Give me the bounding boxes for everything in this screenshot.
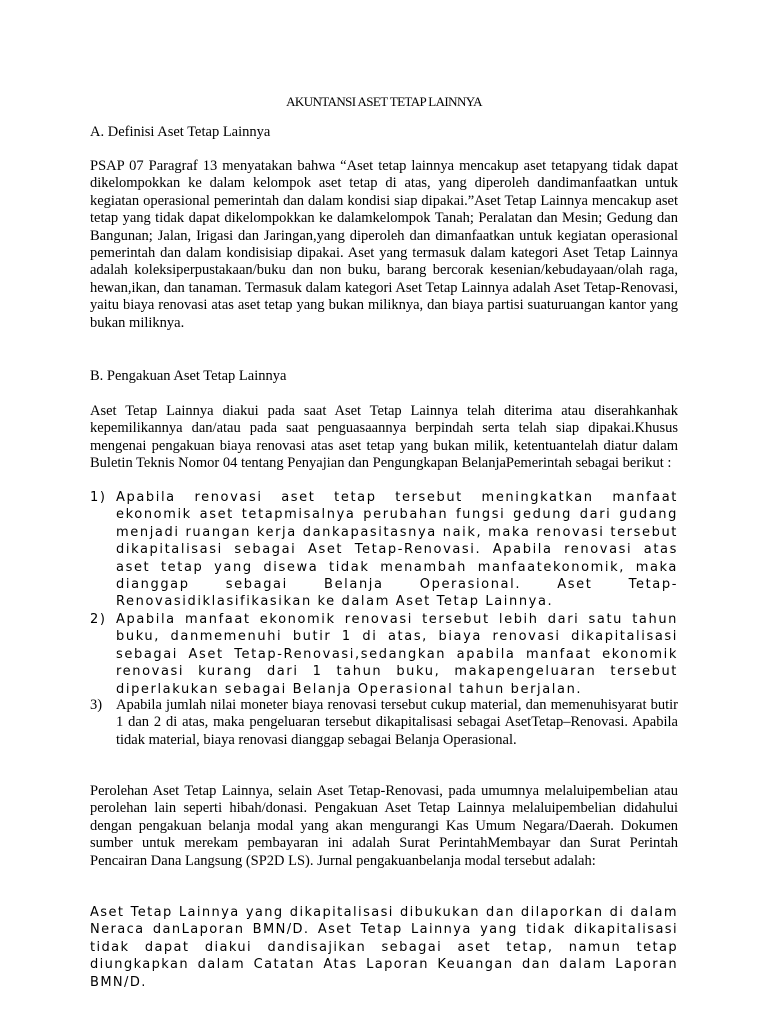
list-item (90, 697, 678, 749)
list-item-number: 2) (90, 612, 107, 627)
list-item-number: 1) (90, 490, 107, 505)
section-b-heading: B. Pengakuan Aset Tetap Lainnya (90, 368, 287, 384)
list-item-text: Apabila renovasi aset tetap tersebut meningkatkan manfaat ekonomik aset tetapmisalnya perubahan fungsi gedung dari gudang menjadi ruangan kerja dankapasitasnya naik, maka renovasi tersebut dikapitalisasi sebagai Aset Tetap-Renovasi. Apabila renovasi atas aset tetap yang disewa tidak menambah manfaatekonomik, maka dianggap sebagai Belanja Operasional. Aset Tetap-Renovasidiklasifikasikan ke dalam Aset Tetap Lainnya. (116, 490, 678, 610)
list-item-number: 3) (90, 697, 103, 713)
document-title: AKUNTANSI ASET TETAP LAINNYA (286, 94, 482, 109)
list-item-text: Apabila jumlah nilai moneter biaya renovasi tersebut cukup material, dan memenuhisyarat butir 1 dan 2 di atas, maka pengeluaran tersebut dikapitalisasi sebagai AsetTetap–Renovasi. Apabila tidak material, biaya renovasi dianggap sebagai Belanja Operasional. (116, 697, 678, 748)
section-b-paragraph: Aset Tetap Lainnya diakui pada saat Aset Tetap Lainnya telah diterima atau diserahkanhak kepemilikannya dan/atau pada saat penguasaannya berpindah serta telah siap dipakai.Khusus mengenai pengakuan biaya renovasi atas aset tetap yang bukan milik, ketentuantelah diatur dalam Buletin Teknis Nomor 04 tentang Penyajian dan Pengungkapan BelanjaPemerintah sebagai berikut : (90, 403, 678, 472)
list-item (90, 611, 678, 698)
list-item-text: Apabila manfaat ekonomik renovasi tersebut lebih dari satu tahun buku, danmemenuhi butir 1 di atas, biaya renovasi dikapitalisasi sebagai Aset Tetap-Renovasi,sedangkan apabila manfaat ekonomik renovasi kurang dari 1 tahun buku, makapengeluaran tersebut diperlakukan sebagai Belanja Operasional tahun berjalan. (116, 612, 678, 697)
section-a-heading: A. Definisi Aset Tetap Lainnya (90, 124, 271, 140)
section-b-paragraph-2: Perolehan Aset Tetap Lainnya, selain Aset Tetap-Renovasi, pada umumnya melaluipembelian atau perolehan lain seperti hibah/donasi. Pengakuan Aset Tetap Lainnya melaluipembelian didahului dengan pengakuan belanja modal yang akan mengurangi Kas Umum Negara/Daerah. Dokumen sumber untuk merekam pembayaran ini adalah Surat PerintahMembayar dan Surat Perintah Pencairan Dana Langsung (SP2D LS). Jurnal pengakuanbelanja modal tersebut adalah: (90, 783, 678, 869)
section-a-paragraph: PSAP 07 Paragraf 13 menyatakan bahwa “Aset tetap lainnya mencakup aset tetapyang tidak dapat dikelompokkan ke dalam kelompok aset tetap di atas, yang diperoleh dandimanfaatkan untuk kegiatan operasional pemerintah dan dalam kondisi siap dipakai.”Aset Tetap Lainnya mencakup aset tetap yang tidak dapat dikelompokkan ke dalamkelompok Tanah; Peralatan dan Mesin; Gedung dan Bangunan; Jalan, Irigasi dan Jaringan,yang diperoleh dan dimanfaatkan untuk kegiatan operasional pemerintah dan dalam kondisisiap dipakai. Aset yang termasuk dalam kategori Aset Tetap Lainnya adalah koleksiperpustakaan/buku dan non buku, barang bercorak kesenian/kebudayaan/olah raga, hewan,ikan, dan tanaman. Termasuk dalam kategori Aset Tetap Lainnya adalah Aset Tetap-Renovasi, yaitu biaya renovasi atas aset tetap yang bukan miliknya, dan biaya partisi suaturuangan kantor yang bukan miliknya. (90, 158, 678, 331)
section-b-paragraph-3: Aset Tetap Lainnya yang dikapitalisasi dibukukan dan dilaporkan di dalam Neraca danLaporan BMN/D. Aset Tetap Lainnya yang tidak dikapitalisasi tidak dapat diakui dandisajikan sebagai aset tetap, namun tetap diungkapkan dalam Catatan Atas Laporan Keuangan dan dalam Laporan BMN/D. (90, 905, 678, 990)
list-item (90, 489, 678, 611)
